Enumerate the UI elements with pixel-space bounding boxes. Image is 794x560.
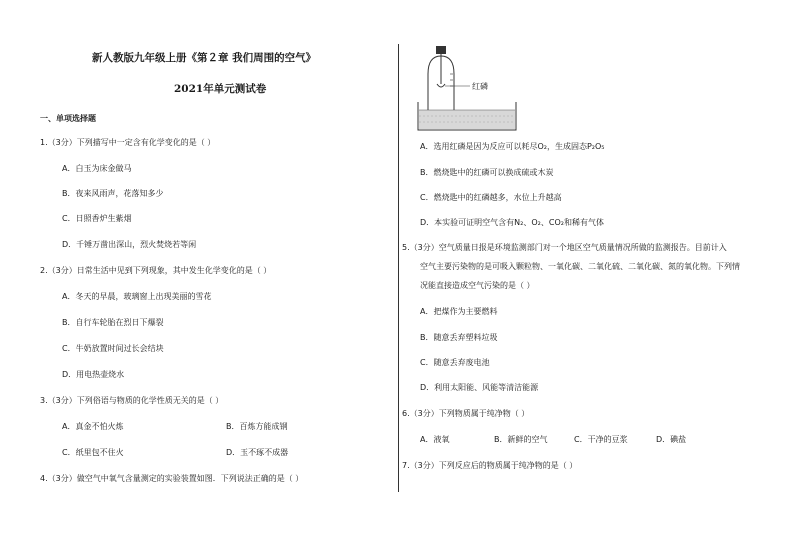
option-c: C．随意丢弃废电池: [420, 358, 490, 367]
option-a: A．把煤作为主要燃料: [420, 307, 498, 316]
question-stem-line: 5.（3分）空气质量日报是环境监测部门对一个地区空气质量情况所做的监测报告。目前计入: [402, 243, 727, 252]
option-a: A．选用红磷是因为反应可以耗尽O₂，生成固态P₂O₅: [420, 142, 605, 151]
option-b: B．百炼方能成钢: [226, 422, 288, 431]
option-d: D．碘盐: [656, 435, 687, 444]
option-c: C．纸里包不住火: [62, 448, 124, 457]
option-d: D．千锤万凿出深山，烈火焚烧若等闲: [62, 240, 197, 249]
question-stem: 6.（3分）下列物质属于纯净物（ ）: [402, 409, 530, 418]
option-a: A．真金不怕火炼: [62, 422, 124, 431]
option-c: C．干净的豆浆: [574, 435, 628, 444]
question-stem: 1.（3分）下列描写中一定含有化学变化的是（ ）: [40, 138, 216, 147]
option-d: D．玉不琢不成器: [226, 448, 289, 457]
question-stem-line: 况能直接造成空气污染的是（ ）: [420, 281, 535, 290]
question-stem: 3.（3分）下列俗语与物质的化学性质无关的是（ ）: [40, 396, 224, 405]
stopper: [436, 46, 446, 54]
page-title-line1: 新人教版九年级上册《第２章 我们周围的空气》: [92, 52, 317, 64]
option-b: B．燃烧匙中的红磷可以换成硫或木炭: [420, 168, 554, 177]
option-d: D．利用太阳能、风能等清洁能源: [420, 383, 539, 392]
oxygen-experiment-figure: [412, 44, 522, 134]
column-divider: [398, 44, 399, 492]
combustion-spoon: [437, 84, 445, 87]
option-c: C．日照香炉生紫烟: [62, 214, 132, 223]
question-stem: 2.（3分）日常生活中见到下列现象，其中发生化学变化的是（ ）: [40, 266, 272, 275]
option-d: D．用电热壶烧水: [62, 370, 125, 379]
option-c: C．燃烧匙中的红磷越多，水位上升越高: [420, 193, 562, 202]
question-4-stem: 4.（3分）做空气中氧气含量测定的实验装置如图．下列说法正确的是（ ）: [40, 474, 304, 483]
option-a: A．白玉为床金做马: [62, 164, 132, 173]
question-stem-line: 空气主要污染物的是可吸入颗粒物、一氧化碳、二氧化硫、二氧化碳、氮的氧化物。下列情: [420, 262, 740, 271]
option-a: A．冬天的早晨，玻璃窗上出现美丽的雪花: [62, 292, 212, 301]
option-c: C．牛奶放置时间过长会结块: [62, 344, 164, 353]
option-b: B．随意丢弃塑料垃圾: [420, 333, 498, 342]
question-7-stem: 7.（3分）下列反应后的物质属于纯净物的是（ ）: [402, 461, 578, 470]
figure-label: 红磷: [472, 82, 488, 91]
section-heading: 一、单项选择题: [40, 114, 96, 123]
option-d: D．本实验可证明空气含有N₂、O₂、CO₂和稀有气体: [420, 218, 604, 227]
water: [419, 110, 515, 129]
option-b: B．新鲜的空气: [494, 435, 548, 444]
option-b: B．自行车轮胎在烈日下爆裂: [62, 318, 164, 327]
page-title-line2: 2021年单元测试卷: [174, 83, 267, 95]
option-b: B．夜来风雨声，花落知多少: [62, 189, 164, 198]
option-a: A．液氧: [420, 435, 450, 444]
